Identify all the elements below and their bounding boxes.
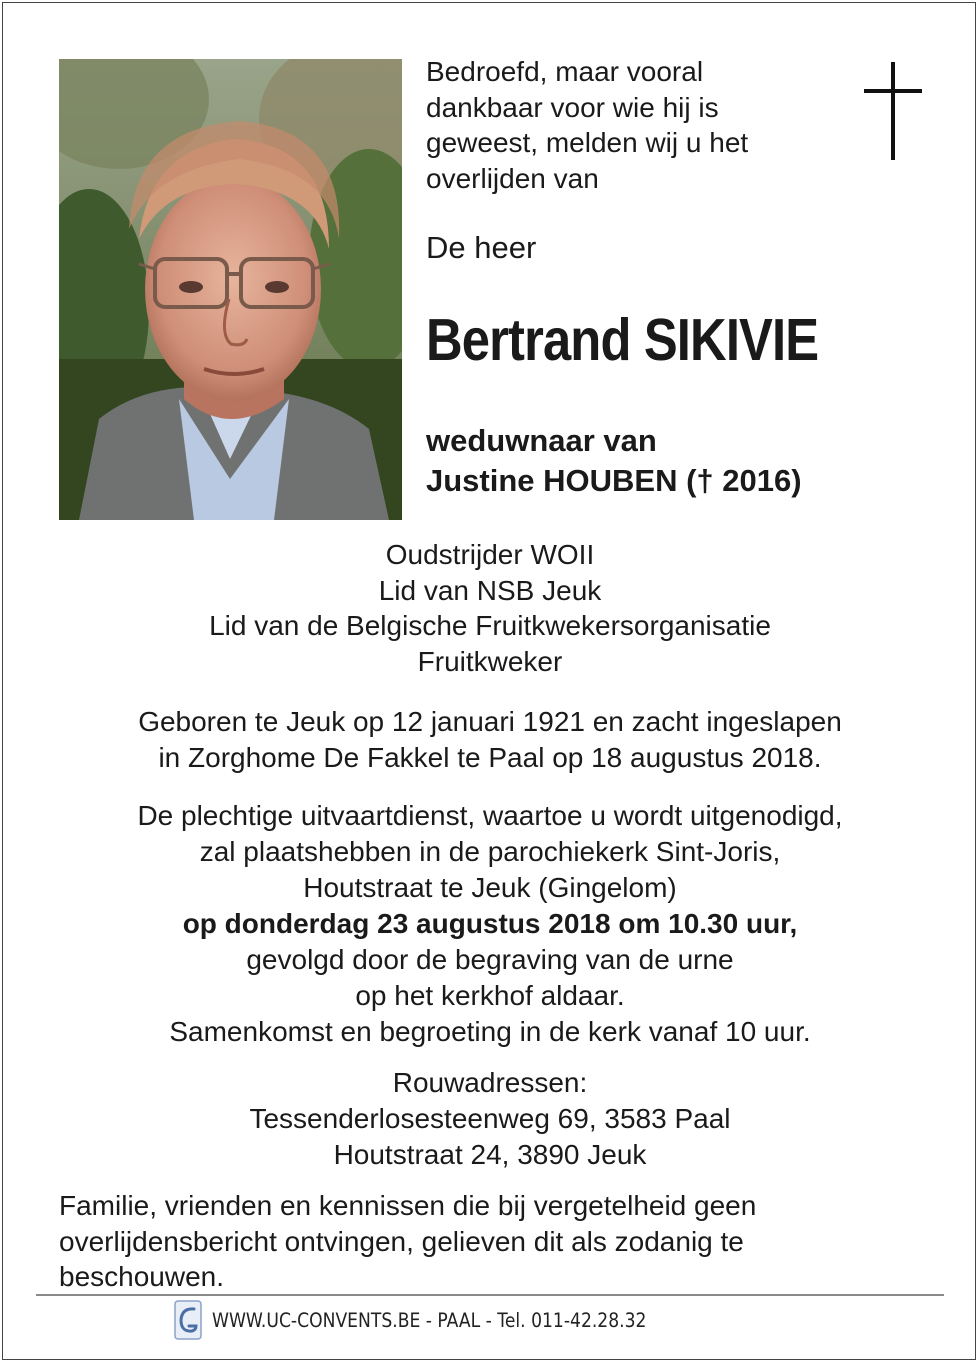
- note-line: beschouwen.: [59, 1261, 225, 1292]
- role-item: Oudstrijder WOII: [385, 539, 595, 570]
- address-item: Houtstraat 24, 3890 Jeuk: [333, 1139, 647, 1170]
- deceased-name: Bertrand SIKIVIE: [426, 307, 819, 373]
- funeral-details: [40, 798, 940, 1050]
- intro-line: overlijden van: [426, 162, 599, 194]
- portrait-photo: [59, 59, 402, 520]
- role-item: Fruitkweker: [417, 645, 563, 677]
- funeral-line: De plechtige uitvaartdienst, waartoe u wordt uitgenodigd,: [137, 800, 843, 831]
- spouse-name: Justine HOUBEN († 2016): [426, 463, 802, 498]
- intro-line: dankbaar voor wie hij is: [426, 91, 719, 123]
- address-item: Tessenderlosesteenweg 69, 3583 Paal: [249, 1103, 731, 1134]
- role-item: Lid van de Belgische Fruitkwekersorganisatie: [209, 610, 771, 641]
- cross-icon: [864, 62, 922, 160]
- spouse-info: [426, 421, 802, 501]
- footer: [174, 1300, 706, 1340]
- funeral-line: zal plaatshebben in de parochiekerk Sint-Joris,: [199, 836, 781, 867]
- footer-divider: [36, 1294, 944, 1296]
- funeral-date: op donderdag 23 augustus 2018 om 10.30 uur,: [182, 908, 798, 939]
- spouse-relation: weduwnaar van: [426, 423, 657, 458]
- mourning-addresses: [40, 1065, 940, 1173]
- footer-contact: WWW.UC-CONVENTS.BE - PAAL - Tel. 011-42.28.32: [212, 1308, 647, 1332]
- note-line: overlijdensbericht ontvingen, gelieven dit als zodanig te: [59, 1225, 744, 1257]
- intro-line: Bedroefd, maar vooral: [426, 56, 704, 87]
- funeral-line: gevolgd door de begraving van de urne: [246, 944, 734, 975]
- funeral-line: Houtstraat te Jeuk (Gingelom): [303, 872, 677, 903]
- role-item: Lid van NSB Jeuk: [378, 574, 602, 606]
- funeral-line: op het kerkhof aldaar.: [355, 980, 625, 1011]
- intro-line: geweest, melden wij u het: [426, 127, 749, 158]
- addresses-heading: Rouwadressen:: [392, 1067, 588, 1098]
- note-line: Familie, vrienden en kennissen die bij vergetelheid geen: [59, 1190, 757, 1221]
- uc-convents-logo-icon: [174, 1300, 202, 1340]
- death-line: in Zorghome De Fakkel te Paal op 18 augustus 2018.: [158, 741, 822, 773]
- birth-death-text: [40, 704, 940, 775]
- intro-text: [426, 54, 846, 196]
- roles-list: [40, 537, 940, 679]
- closing-note: [59, 1188, 839, 1295]
- honorific: De heer: [426, 230, 537, 265]
- funeral-line: Samenkomst en begroeting in de kerk vanaf 10 uur.: [169, 1016, 811, 1047]
- birth-line: Geboren te Jeuk op 12 januari 1921 en zacht ingeslapen: [138, 706, 842, 737]
